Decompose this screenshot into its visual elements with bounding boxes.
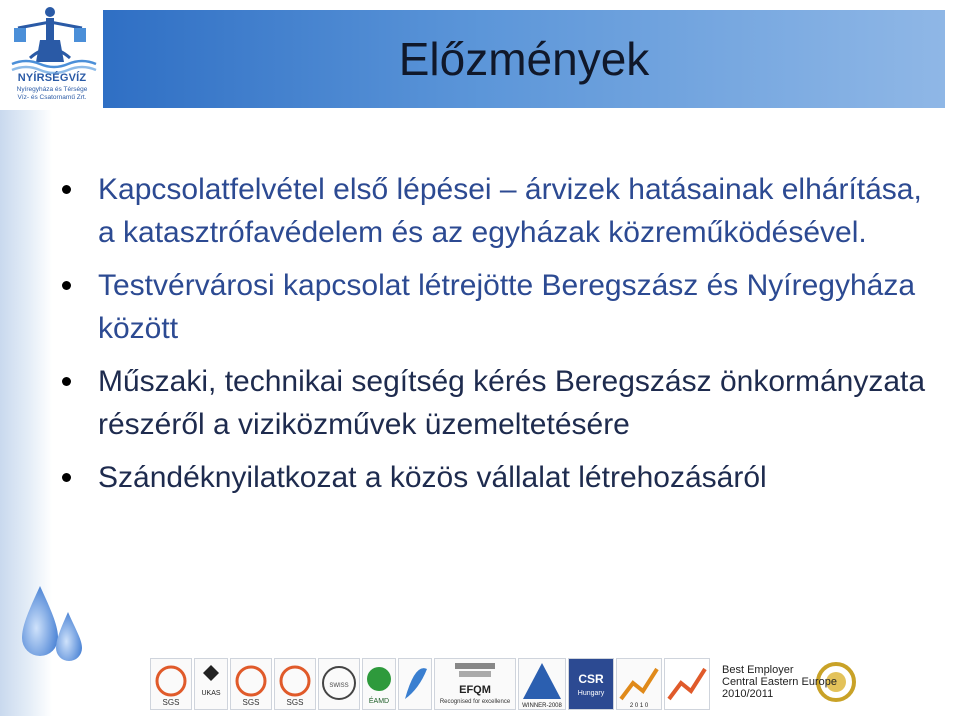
best-employer-line1: Best Employer: [722, 664, 794, 676]
best-employer-icon: [664, 658, 710, 710]
svg-text:CSR: CSR: [578, 672, 604, 686]
best-employer-caption: [722, 664, 837, 700]
bullet-item: [62, 168, 942, 254]
logo-name: NYÍRSÉGVÍZ: [17, 72, 87, 84]
best-employer-line3: 2010/2011: [722, 688, 774, 700]
sgs-cert-icon: [150, 658, 192, 710]
svg-text:EFQM: EFQM: [459, 684, 491, 696]
bullet-item: [62, 456, 942, 499]
swiss-cert-icon: [318, 658, 360, 710]
svg-text:SGS: SGS: [162, 698, 180, 707]
bullet-list: [62, 168, 942, 509]
bullet-text: Szándéknyilatkozat a közös vállalat létrehozásáról: [98, 461, 767, 494]
sgs-cert-icon: [274, 658, 316, 710]
bullet-item: [62, 360, 942, 446]
company-logo: [0, 0, 100, 110]
svg-text:SGS: SGS: [286, 698, 304, 707]
svg-text:Hungary: Hungary: [577, 690, 605, 697]
quality-award-icon: [518, 658, 566, 710]
slide-title: Előzmények: [398, 33, 650, 85]
bullet-item: [62, 264, 942, 350]
bullet-text: Kapcsolatfelvétel első lépései – árvizek hatásainak elhárítása, a katasztrófavédelem és az egyházak közreműködésével.: [98, 173, 922, 249]
leaf-cert-icon: [398, 658, 432, 710]
svg-text:SWISS: SWISS: [329, 683, 349, 689]
svg-text:Recognised for excellence: Recognised for excellence: [439, 699, 511, 705]
logo-subtitle-1: Nyíregyháza és Térsége: [16, 86, 88, 93]
ukas-cert-icon: [194, 658, 228, 710]
eamd-icon: [362, 658, 396, 710]
water-drops-icon: [18, 582, 88, 672]
bullet-dot-icon: [62, 473, 71, 482]
logo-subtitle-2: Víz- és Csatornamű Zrt.: [17, 94, 87, 101]
svg-text:UKAS: UKAS: [201, 690, 221, 697]
title-bar: [103, 10, 945, 108]
efqm-icon: [434, 658, 516, 710]
certification-strip: [150, 658, 960, 710]
csr-hungary-icon: [568, 658, 614, 710]
bullet-text: Testvérvárosi kapcsolat létrejötte Beregszász és Nyíregyháza között: [98, 269, 916, 345]
sgs-cert-icon: [230, 658, 272, 710]
bullet-dot-icon: [62, 185, 71, 194]
employer-icon: [616, 658, 662, 710]
bullet-dot-icon: [62, 281, 71, 290]
bullet-text: Műszaki, technikai segítség kérés Beregszász önkormányzata részéről a viziközművek üzemeltetésére: [98, 365, 926, 441]
svg-text:2 0 1 0: 2 0 1 0: [629, 703, 649, 709]
best-employer-line2: Central Eastern Europe: [722, 676, 837, 688]
svg-text:WINNER-2008: WINNER-2008: [522, 703, 562, 709]
logo-figure-icon: [0, 0, 100, 75]
svg-text:SGS: SGS: [242, 698, 260, 707]
svg-text:ÉAMD: ÉAMD: [368, 698, 390, 705]
bullet-dot-icon: [62, 377, 71, 386]
